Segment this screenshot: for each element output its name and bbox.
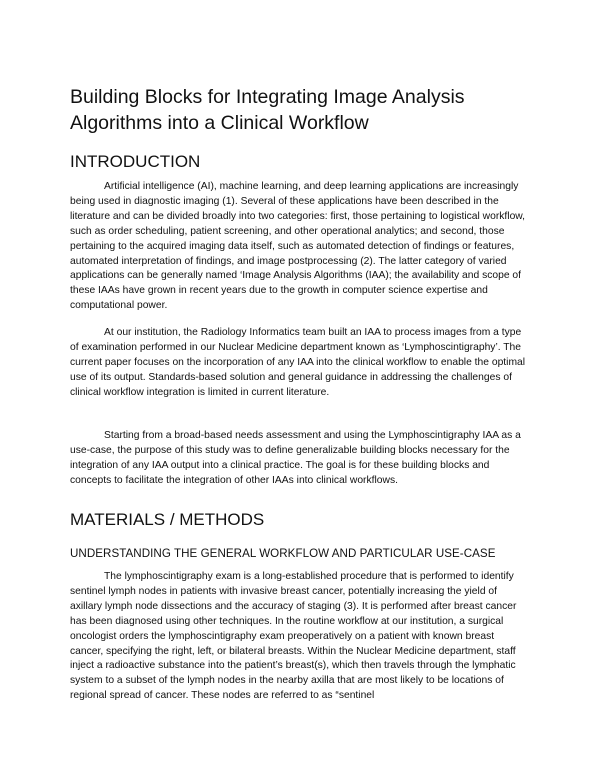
section-heading-introduction: INTRODUCTION — [70, 152, 201, 171]
subsection-heading-workflow: UNDERSTANDING THE GENERAL WORKFLOW AND PARTICULAR USE-CASE — [70, 547, 496, 560]
section-heading-methods: MATERIALS / METHODS — [70, 510, 265, 529]
methods-paragraph-1: The lymphoscintigraphy exam is a long-established procedure that is performed to identify sentinel lymph nodes in patients with invasive breast cancer, potentially increasing the yield of axillary lymph node dissections and the accuracy of staging (3). It is performed after breast cancer has been diagnosed using other techniques. In the routine workflow at our institution, a surgical oncologist orders the lymphoscintigraphy exam preoperatively on a patient with known breast cancer, specifying the right, left, or bilateral breasts. Within the Nuclear Medicine department, staff inject a radioactive substance into the patient’s breast(s), which then travels through the lymphatic system to a subset of the lymph nodes in the nearby axilla that are most likely to be locations of regional spread of cancer. These nodes are referred to as “sentinel — [70, 571, 517, 702]
intro-paragraph-3: Starting from a broad-based needs assessment and using the Lymphoscintigraphy IAA as a use-case, the purpose of this study was to define generalizable building blocks necessary for the integration of any IAA output into a clinical practice. The goal is for these building blocks and concepts to facilitate the integration of other IAAs into clinical workflows. — [70, 430, 521, 486]
intro-paragraph-1: Artificial intelligence (AI), machine learning, and deep learning applications are increasingly being used in diagnostic imaging (1). Several of these applications have been described in the literature and can be divided broadly into two categories: first, those pertaining to logistical workflow, such as order scheduling, patient screening, and other operational analytics; and second, those pertaining to the acquired imaging data itself, such as automated detection of findings or features, automated interpretation of findings, and image postprocessing (2). The latter category of varied applications can be generally named ‘Image Analysis Algorithms (IAA); the availability and scope of these IAAs have grown in recent years due to the growth in computer science expertise and computational power. — [70, 181, 526, 312]
intro-paragraph-2: At our institution, the Radiology Informatics team built an IAA to process images from a type of examination performed in our Nuclear Medicine department known as ‘Lymphoscintigraphy’. The current paper focuses on the incorporation of any IAA into the clinical workflow to enable the optimal use of its output. Standards-based solution and general guidance in addressing the challenges of clinical workflow integration is limited in current literature. — [70, 327, 526, 398]
paper-title: Building Blocks for Integrating Image Analysis Algorithms into a Clinical Workflow — [70, 86, 465, 134]
